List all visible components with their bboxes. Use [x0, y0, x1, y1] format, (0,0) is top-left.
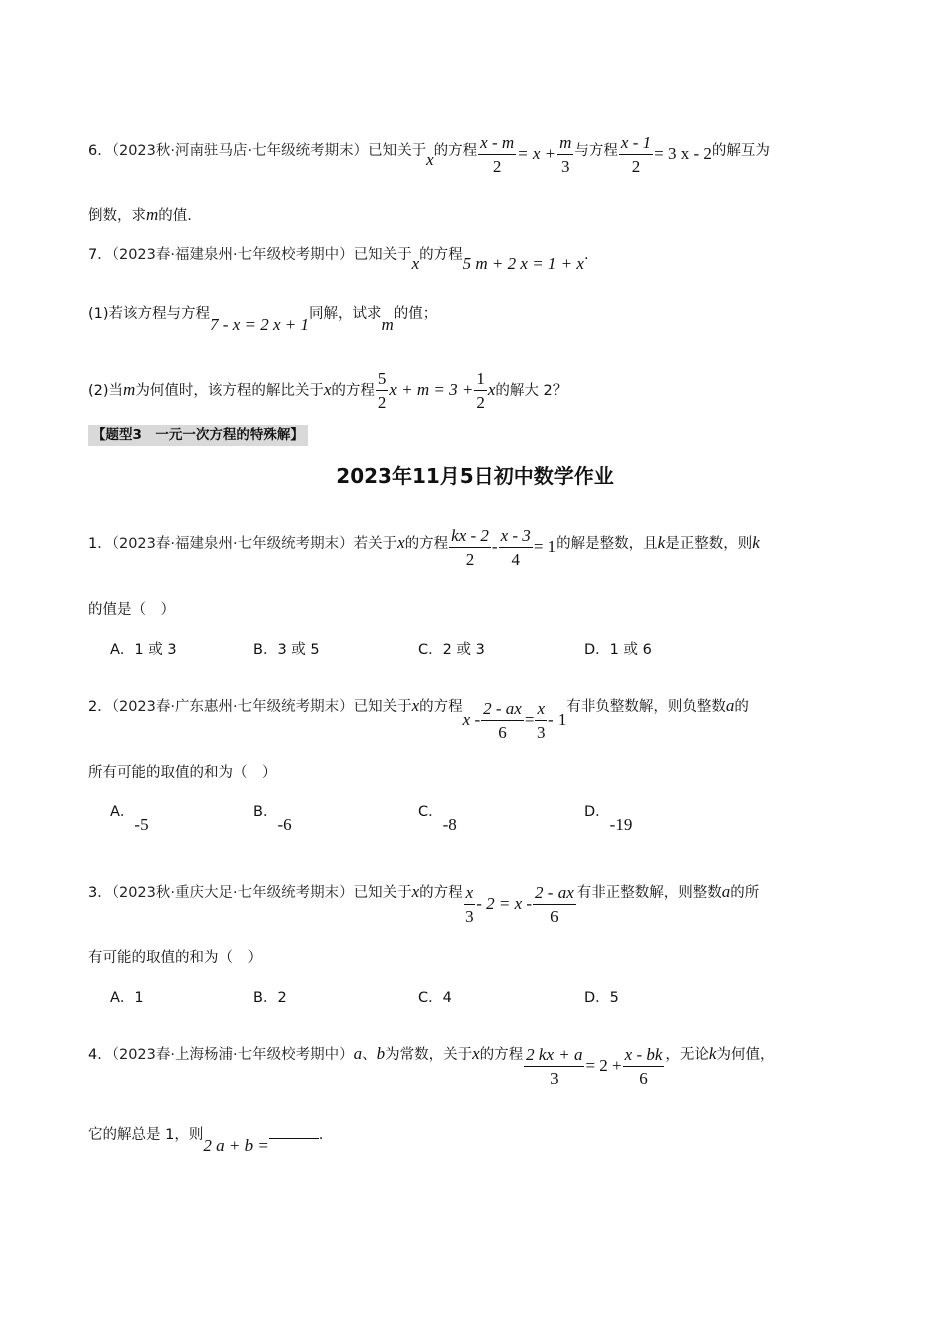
q6-frac-num: m [557, 134, 573, 155]
q6-text: 的方程 [433, 143, 478, 159]
q6-frac-num: x - 1 [619, 134, 653, 155]
p1-fraction-2 [499, 527, 533, 569]
p1-option-b[interactable]: B．3 或 5 [253, 642, 320, 658]
p4-line1 [88, 1034, 775, 1088]
p4-fraction-2 [623, 1046, 665, 1088]
p2-frac-den: 3 [536, 723, 546, 742]
q6-var-x: x [426, 150, 434, 169]
q6-text: 已知关于 [368, 143, 427, 159]
q7-text: 的解大 2？ [495, 383, 568, 399]
p3-var-a: a [721, 882, 731, 901]
p4-line2 [88, 1124, 324, 1155]
p2-option-label: C． [418, 804, 443, 820]
p4-var-a: a [353, 1044, 363, 1063]
p2-option-label: D． [584, 804, 610, 820]
q7-text: 的方程 [331, 383, 375, 399]
p1-line1 [88, 523, 760, 569]
p2-option-a[interactable] [110, 800, 149, 834]
p3-text: 的方程 [419, 885, 463, 901]
p4-expression: 2 a + b = [203, 1136, 269, 1155]
p1-frac-num: x - 3 [499, 527, 533, 548]
p4-fraction-1 [524, 1046, 584, 1088]
p1-option-a[interactable]: A．1 或 3 [110, 642, 177, 658]
q6-frac-den: 2 [631, 157, 641, 176]
p4-text: 为常数，关于 [385, 1047, 473, 1063]
p2-source: （2023春·广东惠州·七年级统考期末） [111, 699, 354, 715]
p2-rhs: - 1 [547, 710, 567, 729]
p2-option-b[interactable] [253, 800, 292, 834]
p4-text: . [318, 1127, 324, 1143]
p3-number: 3． [88, 885, 112, 901]
p4-frac-num: x - bk [623, 1046, 665, 1067]
p2-frac-den: 6 [498, 723, 507, 742]
p1-rhs: = 1 [533, 537, 557, 556]
p1-line2: 的值是（ ） [88, 602, 175, 618]
answer-blank[interactable] [269, 1126, 319, 1139]
p1-var-k: k [657, 533, 666, 552]
p4-number: 4． [88, 1047, 112, 1063]
q6-text: 的值. [158, 208, 192, 224]
q6-fraction-3 [619, 134, 653, 176]
q7-var-x: x [487, 380, 496, 399]
p2-lhs: x - [462, 710, 481, 729]
p1-text: 若关于 [353, 536, 398, 552]
p2-text: 的方程 [419, 699, 463, 715]
p3-frac-den: 6 [550, 907, 559, 926]
q6-eq-rhs: = 3 x - 2 [654, 144, 712, 163]
section-heading: 【题型3 一元一次方程的特殊解】 [88, 425, 308, 446]
p3-option-c[interactable]: C．4 [418, 990, 452, 1006]
p3-text: 的所 [730, 885, 760, 901]
p1-var-k: k [752, 533, 760, 552]
q7-number: 7． [88, 247, 112, 263]
page-title: 2023年11月5日初中数学作业 [336, 464, 614, 488]
p3-text: 有非正整数解，则整数 [576, 885, 722, 901]
p2-text: 的 [734, 699, 749, 715]
p3-mid: - 2 = x - [476, 894, 533, 913]
p1-number: 1． [88, 536, 112, 552]
p4-source: （2023春·上海杨浦·七年级校考期中） [111, 1047, 354, 1063]
q7-frac-den: 2 [377, 393, 387, 412]
p1-option-c[interactable]: C．2 或 3 [418, 642, 485, 658]
q6-fraction-2 [557, 134, 573, 176]
p2-frac-num: 2 - ax [481, 700, 524, 721]
q7-text: 的值； [393, 306, 438, 322]
p3-line1 [88, 872, 760, 926]
q6-frac-den: 3 [561, 157, 570, 176]
p4-var-x: x [472, 1044, 480, 1063]
p2-frac-num: x [535, 700, 547, 721]
p2-option-value: -19 [609, 815, 633, 834]
p2-line2: 所有可能的取值的和为（ ） [88, 765, 277, 781]
p1-frac-num: kx - 2 [449, 527, 491, 548]
q7-text: 的方程 [419, 247, 463, 263]
q7-var-x: x [323, 380, 332, 399]
p1-text: 的方程 [404, 536, 449, 552]
p4-text: 为何值， [716, 1047, 775, 1063]
p3-option-b[interactable]: B．2 [253, 990, 287, 1006]
q7-eq-mid: x + m = 3 + [389, 380, 474, 399]
p2-fraction-2 [535, 700, 547, 742]
p4-var-b: b [376, 1044, 386, 1063]
p1-text: 的解是整数，且 [556, 536, 658, 552]
p4-text: ，无论 [665, 1047, 709, 1063]
q6-eq-mid: = x + [517, 144, 557, 163]
p1-var-x: x [397, 533, 405, 552]
p4-text: 它的解总是 1，则 [88, 1127, 204, 1143]
p2-var-a: a [725, 696, 735, 715]
q7-var-m: m [381, 315, 394, 334]
p1-minus: - [491, 537, 498, 556]
p4-var-k: k [708, 1044, 717, 1063]
q7-text: (1)若该方程与方程 [88, 306, 211, 322]
q7-text: 已知关于 [353, 247, 412, 263]
q6-number: 6． [88, 143, 112, 159]
p1-text: 是正整数，则 [665, 536, 753, 552]
q6-source: （2023秋·河南驻马店·七年级统考期末） [111, 143, 369, 159]
p3-text: 已知关于 [353, 885, 412, 901]
p4-frac-den: 6 [639, 1069, 648, 1088]
q7-text: . [583, 247, 589, 263]
p4-text: 、 [362, 1047, 377, 1063]
p1-frac-den: 4 [511, 550, 520, 569]
p1-option-d[interactable]: D．1 或 6 [584, 642, 652, 658]
q7-text: 同解，试求 [309, 306, 382, 322]
q6-line1 [88, 130, 770, 176]
p3-var-x: x [411, 882, 420, 901]
p3-fraction-1 [464, 884, 476, 926]
p1-fraction-1 [449, 527, 491, 569]
p4-frac-den: 3 [550, 1069, 559, 1088]
q6-fraction-1 [478, 134, 516, 176]
p3-source: （2023秋·重庆大足·七年级统考期末） [111, 885, 354, 901]
p3-fraction-2 [533, 884, 576, 926]
p2-option-label: B． [253, 804, 278, 820]
q7-frac-den: 2 [476, 393, 485, 412]
p3-option-d[interactable]: D．5 [584, 990, 619, 1006]
p2-number: 2． [88, 699, 112, 715]
p3-frac-den: 3 [465, 907, 474, 926]
q6-line2 [88, 205, 192, 226]
p1-frac-den: 2 [465, 550, 475, 569]
q7-var-x: x [411, 254, 420, 273]
p2-option-value: -5 [134, 815, 149, 834]
q7-text: 为何值时，该方程的解比关于 [135, 383, 324, 399]
p2-option-label: A． [110, 804, 135, 820]
p2-fraction-1 [481, 700, 524, 742]
p2-var-x: x [411, 696, 420, 715]
q7-line1 [88, 244, 589, 273]
q6-var-m: m [146, 205, 159, 224]
p3-line2: 有可能的取值的和为（ ） [88, 950, 262, 966]
q6-frac-den: 2 [492, 157, 502, 176]
p2-eq: = [524, 710, 535, 729]
p4-mid: = 2 + [585, 1056, 622, 1075]
p2-option-d[interactable] [584, 800, 633, 834]
q7-fraction-1 [376, 370, 389, 412]
q7-part2 [88, 370, 567, 412]
q7-part1 [88, 303, 438, 334]
p2-text: 已知关于 [353, 699, 412, 715]
q7-var-m: m [123, 380, 136, 399]
q7-frac-num: 5 [376, 370, 389, 391]
p4-frac-num: 2 kx + a [524, 1046, 584, 1067]
p2-text: 有非负整数解，则负整数 [566, 699, 726, 715]
q6-frac-num: x - m [478, 134, 516, 155]
q7-fraction-2 [474, 370, 487, 412]
p3-option-a[interactable]: A．1 [110, 990, 144, 1006]
p2-option-value: -8 [442, 815, 457, 834]
p3-frac-num: x [464, 884, 476, 905]
p1-source: （2023春·福建泉州·七年级统考期末） [111, 536, 354, 552]
p2-option-c[interactable] [418, 800, 457, 834]
p2-option-value: -6 [277, 815, 292, 834]
p4-text: 的方程 [479, 1047, 524, 1063]
q6-text: 与方程 [574, 143, 618, 159]
q6-text: 倒数，求 [88, 208, 146, 224]
q7-frac-num: 1 [474, 370, 487, 391]
p3-frac-num: 2 - ax [533, 884, 576, 905]
q7-part1-equation: 7 - x = 2 x + 1 [210, 315, 309, 334]
p2-line1 [88, 686, 749, 742]
q6-text: 的解互为 [711, 143, 770, 159]
q7-source: （2023春·福建泉州·七年级校考期中） [111, 247, 354, 263]
q7-text: (2)当 [88, 383, 124, 399]
q7-equation: 5 m + 2 x = 1 + x [462, 254, 584, 273]
